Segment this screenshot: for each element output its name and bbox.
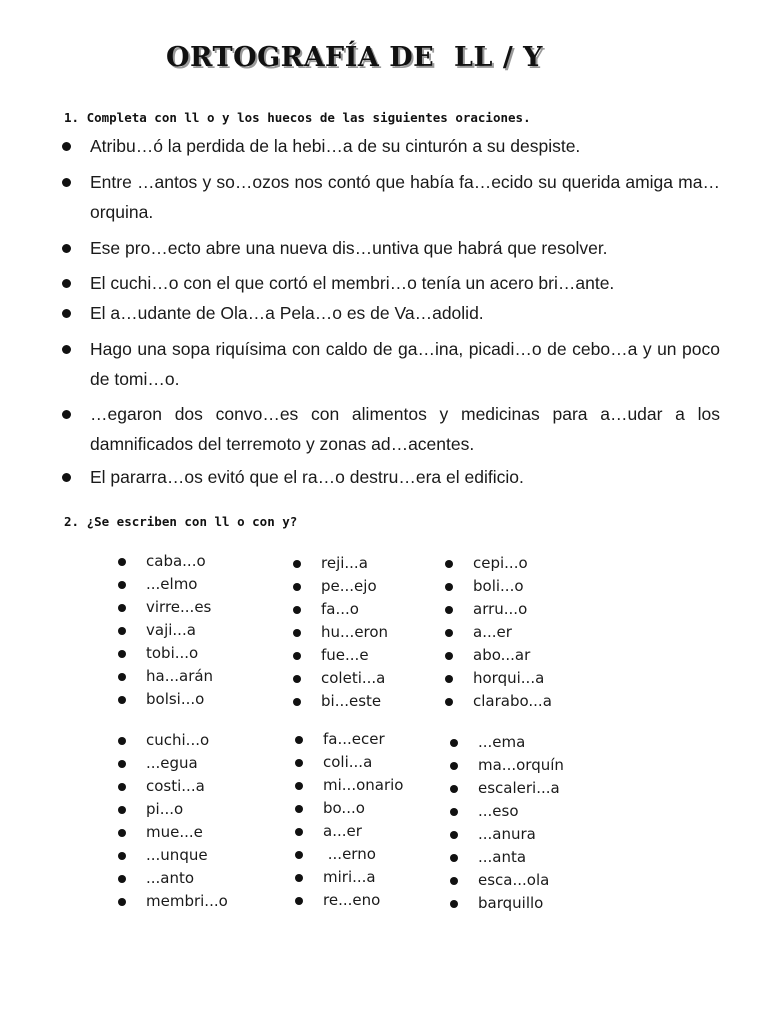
word-item	[116, 729, 228, 752]
word-item	[443, 575, 552, 598]
word-text: mi...onario	[323, 776, 404, 794]
word-item	[116, 550, 213, 573]
word-item	[448, 754, 564, 777]
exercise-1-heading: 1. Completa con ll o y los huecos de las siguientes oraciones.	[64, 110, 531, 125]
bullet-icon	[445, 675, 453, 683]
word-column-5	[293, 728, 403, 912]
bullet-icon	[445, 606, 453, 614]
word-text: virre...es	[146, 598, 212, 616]
bullet-icon	[450, 854, 458, 862]
word-text: mue...e	[146, 823, 203, 841]
word-item	[116, 775, 228, 798]
word-text: arru...o	[473, 600, 528, 618]
word-item	[293, 889, 403, 912]
sentence-item	[60, 298, 720, 328]
sentence-text: El cuchi…o con el que cortó el membri…o tenía un acero bri…ante.	[90, 273, 615, 293]
word-item	[116, 867, 228, 890]
word-text: ...anta	[478, 848, 527, 866]
bullet-icon	[450, 762, 458, 770]
word-text: membri...o	[146, 892, 228, 910]
bullet-icon	[118, 760, 126, 768]
bullet-icon	[118, 829, 126, 837]
bullet-icon	[118, 650, 126, 658]
word-item	[116, 596, 213, 619]
bullet-icon	[62, 410, 71, 419]
word-text: costi...a	[146, 777, 205, 795]
bullet-icon	[295, 897, 303, 905]
word-text: reji...a	[321, 554, 368, 572]
word-text: abo...ar	[473, 646, 531, 664]
word-text: ...ema	[478, 733, 526, 751]
word-text: barquillo	[478, 894, 544, 912]
word-item	[448, 869, 564, 892]
bullet-icon	[62, 178, 71, 187]
word-text: ...anto	[146, 869, 195, 887]
word-item	[293, 820, 403, 843]
word-text: pi...o	[146, 800, 184, 818]
word-text: tobi...o	[146, 644, 199, 662]
bullet-icon	[295, 874, 303, 882]
word-text: escaleri...a	[478, 779, 560, 797]
word-text: esca...ola	[478, 871, 550, 889]
word-item	[116, 890, 228, 913]
sentence-item	[60, 462, 720, 492]
bullet-icon	[295, 782, 303, 790]
bullet-icon	[118, 898, 126, 906]
word-item	[291, 552, 388, 575]
word-text: coli...a	[323, 753, 373, 771]
word-text: clarabo...a	[473, 692, 552, 710]
exercise-2-heading: 2. ¿Se escriben con ll o con y?	[64, 514, 298, 529]
bullet-icon	[450, 785, 458, 793]
word-item	[443, 690, 552, 713]
bullet-icon	[293, 560, 301, 568]
word-item	[116, 798, 228, 821]
word-item	[443, 667, 552, 690]
word-item	[116, 573, 213, 596]
word-text: fue...e	[321, 646, 369, 664]
word-item	[116, 821, 228, 844]
word-item	[443, 598, 552, 621]
bullet-icon	[293, 652, 301, 660]
bullet-icon	[118, 852, 126, 860]
bullet-icon	[445, 652, 453, 660]
word-text: re...eno	[323, 891, 381, 909]
bullet-icon	[450, 808, 458, 816]
word-text: ...unque	[146, 846, 208, 864]
word-item	[448, 800, 564, 823]
word-text: fa...ecer	[323, 730, 385, 748]
bullet-icon	[118, 604, 126, 612]
sentence-item	[60, 399, 720, 459]
bullet-icon	[62, 345, 71, 354]
sentence-text: …egaron dos convo…es con alimentos y medicinas para a…udar a los damnificados del terremoto y zonas ad…acentes.	[90, 404, 720, 454]
sentence-text: Ese pro…ecto abre una nueva dis…untiva que habrá que resolver.	[90, 238, 608, 258]
word-item	[448, 892, 564, 915]
word-item	[443, 552, 552, 575]
word-column-4	[116, 729, 228, 913]
bullet-icon	[295, 828, 303, 836]
word-item	[443, 621, 552, 644]
word-text: pe...ejo	[321, 577, 377, 595]
bullet-icon	[118, 806, 126, 814]
bullet-icon	[293, 583, 301, 591]
word-text: ...elmo	[146, 575, 198, 593]
word-column-6	[448, 731, 564, 915]
word-text: horqui...a	[473, 669, 545, 687]
bullet-icon	[62, 244, 71, 253]
word-column-1	[116, 550, 213, 711]
bullet-icon	[118, 558, 126, 566]
word-item	[293, 728, 403, 751]
sentence-item	[60, 268, 720, 298]
word-text: ...eso	[478, 802, 519, 820]
word-text: hu...eron	[321, 623, 389, 641]
word-item	[116, 619, 213, 642]
bullet-icon	[118, 627, 126, 635]
word-text: ha...arán	[146, 667, 214, 685]
bullet-icon	[118, 783, 126, 791]
bullet-icon	[295, 759, 303, 767]
word-item	[293, 843, 403, 866]
sentence-item	[60, 334, 720, 394]
bullet-icon	[445, 629, 453, 637]
word-text: a...er	[323, 822, 362, 840]
word-item	[448, 777, 564, 800]
word-item	[291, 575, 388, 598]
word-text: bolsi...o	[146, 690, 205, 708]
word-item	[116, 665, 213, 688]
word-text: cuchi...o	[146, 731, 210, 749]
sentence-text: Hago una sopa riquísima con caldo de ga…ina, picadi…o de cebo…a y un poco de tomi…o.	[90, 339, 720, 389]
word-item	[293, 866, 403, 889]
bullet-icon	[118, 875, 126, 883]
word-item	[448, 823, 564, 846]
word-item	[291, 598, 388, 621]
word-item	[293, 774, 403, 797]
bullet-icon	[118, 673, 126, 681]
sentence-item	[60, 233, 720, 263]
bullet-icon	[445, 560, 453, 568]
bullet-icon	[293, 629, 301, 637]
bullet-icon	[62, 279, 71, 288]
word-text: miri...a	[323, 868, 376, 886]
bullet-icon	[445, 698, 453, 706]
word-item	[116, 844, 228, 867]
word-item	[291, 644, 388, 667]
word-text: vaji...a	[146, 621, 196, 639]
bullet-icon	[62, 473, 71, 482]
sentence-item	[60, 131, 720, 161]
word-item	[448, 731, 564, 754]
word-item	[291, 667, 388, 690]
word-text: fa...o	[321, 600, 359, 618]
word-item	[291, 621, 388, 644]
word-item	[116, 752, 228, 775]
sentence-text: El a…udante de Ola…a Pela…o es de Va…adolid.	[90, 303, 484, 323]
word-item	[291, 690, 388, 713]
bullet-icon	[62, 309, 71, 318]
word-text: ma...orquín	[478, 756, 564, 774]
word-text: ...erno	[323, 845, 376, 863]
bullet-icon	[118, 737, 126, 745]
bullet-icon	[62, 142, 71, 151]
sentence-item	[60, 167, 720, 227]
word-text: a...er	[473, 623, 512, 641]
word-column-2	[291, 552, 388, 713]
bullet-icon	[295, 805, 303, 813]
word-text: ...anura	[478, 825, 536, 843]
bullet-icon	[118, 581, 126, 589]
sentence-text: Atribu…ó la perdida de la hebi…a de su cinturón a su despiste.	[90, 136, 581, 156]
bullet-icon	[293, 675, 301, 683]
bullet-icon	[295, 851, 303, 859]
bullet-icon	[293, 606, 301, 614]
word-text: cepi...o	[473, 554, 528, 572]
word-item	[116, 688, 213, 711]
bullet-icon	[445, 583, 453, 591]
bullet-icon	[450, 739, 458, 747]
word-text: coleti...a	[321, 669, 386, 687]
word-item	[448, 846, 564, 869]
exercise-1-sentence-list	[60, 131, 720, 492]
word-text: bi...este	[321, 692, 382, 710]
page-title: ORTOGRAFÍA DE LL / Y	[166, 42, 543, 73]
word-text: caba...o	[146, 552, 206, 570]
bullet-icon	[293, 698, 301, 706]
word-item	[293, 751, 403, 774]
sentence-text: Entre …antos y so…ozos nos contó que había fa…ecido su querida amiga ma…orquina.	[90, 172, 720, 222]
sentence-text: El pararra…os evitó que el ra…o destru…era el edificio.	[90, 467, 524, 487]
bullet-icon	[118, 696, 126, 704]
word-text: ...egua	[146, 754, 198, 772]
word-text: boli...o	[473, 577, 524, 595]
word-column-3	[443, 552, 552, 713]
bullet-icon	[450, 877, 458, 885]
bullet-icon	[450, 831, 458, 839]
bullet-icon	[450, 900, 458, 908]
bullet-icon	[295, 736, 303, 744]
word-item	[116, 642, 213, 665]
word-item	[293, 797, 403, 820]
word-item	[443, 644, 552, 667]
word-text: bo...o	[323, 799, 365, 817]
